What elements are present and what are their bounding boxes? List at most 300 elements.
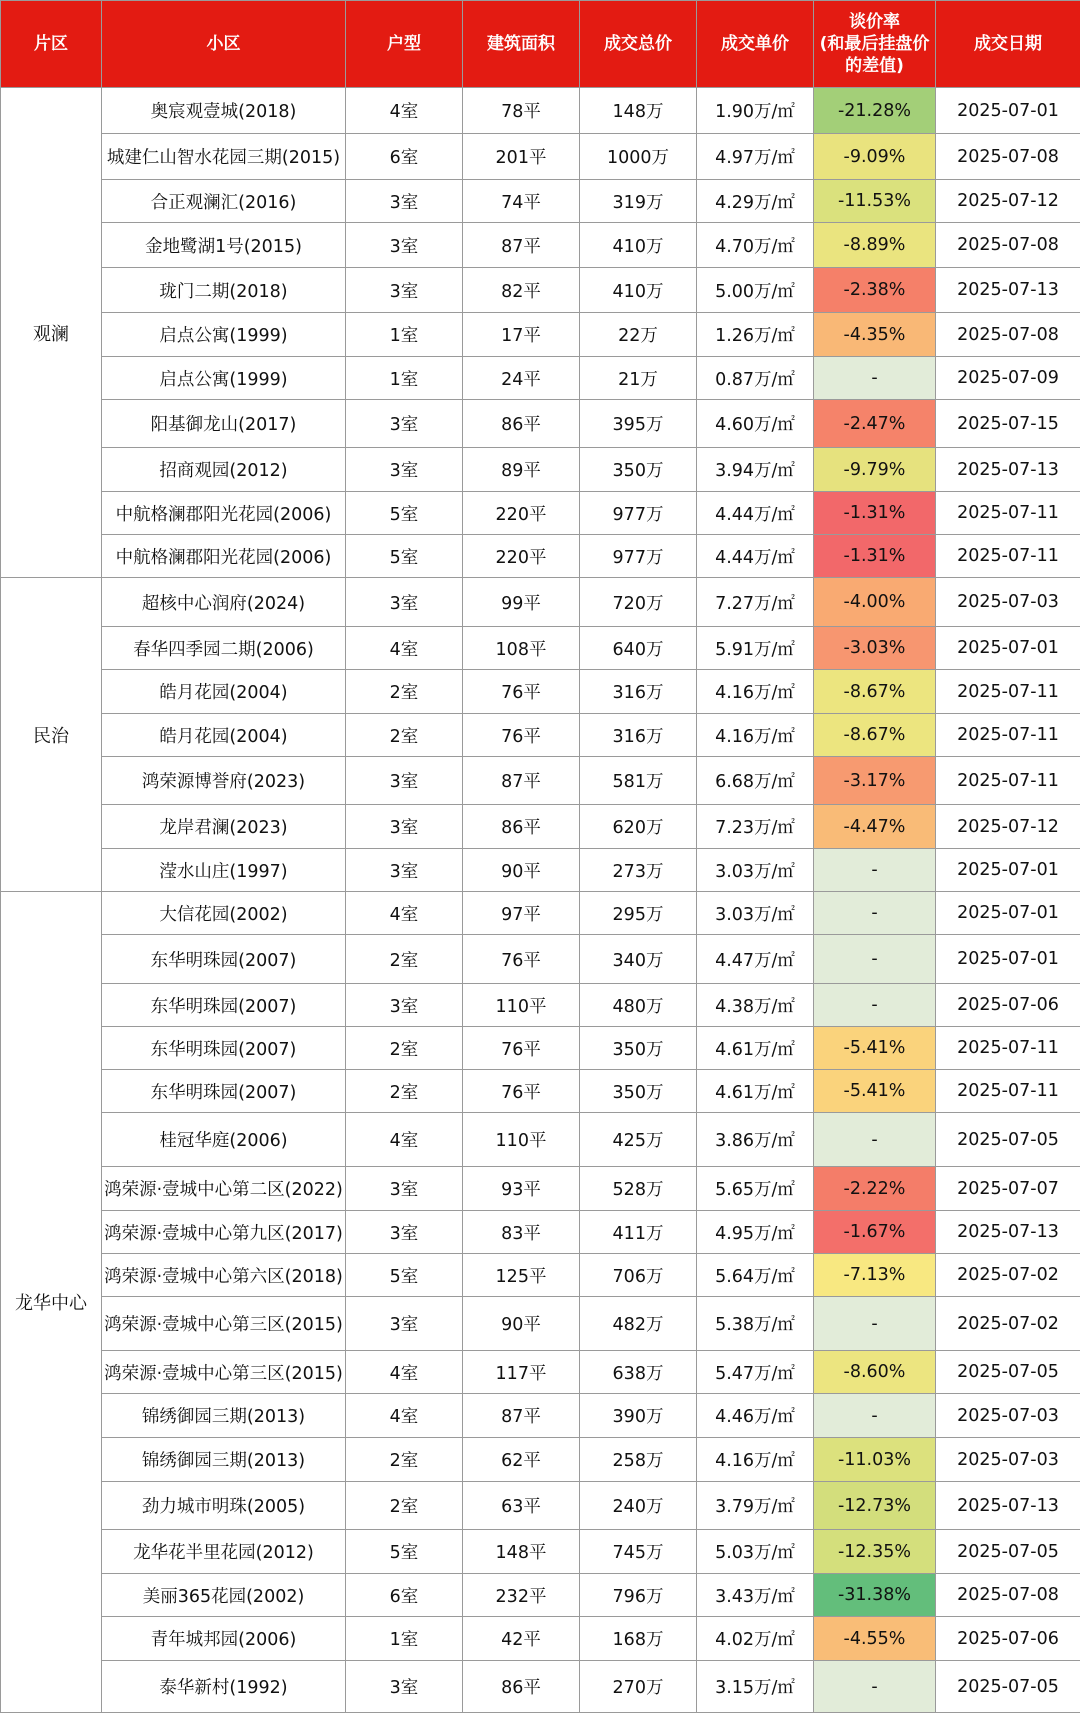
area-cell: 110平 xyxy=(463,1113,580,1167)
community-cell: 启点公寓(1999) xyxy=(102,357,346,400)
area-cell: 87平 xyxy=(463,757,580,805)
area-cell: 76平 xyxy=(463,714,580,757)
date-cell: 2025-07-11 xyxy=(936,1027,1080,1070)
bargain-rate-cell: - xyxy=(814,935,936,984)
layout-cell: 3室 xyxy=(346,268,463,313)
date-cell: 2025-07-06 xyxy=(936,1617,1080,1661)
table-row xyxy=(1,492,1080,535)
header-area: 建筑面积 xyxy=(463,1,580,88)
layout-cell: 1室 xyxy=(346,313,463,357)
area-cell: 220平 xyxy=(463,535,580,578)
area-cell: 108平 xyxy=(463,627,580,670)
bargain-rate-cell: -3.03% xyxy=(814,627,936,670)
table-row xyxy=(1,1113,1080,1167)
area-cell: 24平 xyxy=(463,357,580,400)
community-cell: 劲力城市明珠(2005) xyxy=(102,1482,346,1530)
total-price-cell: 316万 xyxy=(580,670,697,714)
total-price-cell: 148万 xyxy=(580,88,697,134)
header-district: 片区 xyxy=(1,1,102,88)
layout-cell: 2室 xyxy=(346,670,463,714)
area-cell: 93平 xyxy=(463,1167,580,1211)
area-cell: 86平 xyxy=(463,1661,580,1713)
table-row xyxy=(1,670,1080,714)
layout-cell: 4室 xyxy=(346,627,463,670)
table-body xyxy=(1,88,1080,1713)
total-price-cell: 21万 xyxy=(580,357,697,400)
date-cell: 2025-07-11 xyxy=(936,670,1080,714)
community-cell: 皓月花园(2004) xyxy=(102,714,346,757)
total-price-cell: 425万 xyxy=(580,1113,697,1167)
bargain-rate-cell: -2.22% xyxy=(814,1167,936,1211)
table-row xyxy=(1,714,1080,757)
bargain-rate-cell: - xyxy=(814,357,936,400)
table-row xyxy=(1,935,1080,984)
community-cell: 桂冠华庭(2006) xyxy=(102,1113,346,1167)
date-cell: 2025-07-05 xyxy=(936,1661,1080,1713)
area-cell: 232平 xyxy=(463,1574,580,1617)
area-cell: 76平 xyxy=(463,670,580,714)
layout-cell: 3室 xyxy=(346,448,463,492)
unit-price-cell: 5.47万/㎡ xyxy=(697,1351,814,1394)
area-cell: 220平 xyxy=(463,492,580,535)
unit-price-cell: 4.70万/㎡ xyxy=(697,223,814,268)
area-cell: 86平 xyxy=(463,805,580,849)
layout-cell: 4室 xyxy=(346,88,463,134)
community-cell: 龙华花半里花园(2012) xyxy=(102,1530,346,1574)
bargain-rate-cell: -12.73% xyxy=(814,1482,936,1530)
unit-price-cell: 4.44万/㎡ xyxy=(697,492,814,535)
date-cell: 2025-07-13 xyxy=(936,448,1080,492)
layout-cell: 4室 xyxy=(346,892,463,935)
date-cell: 2025-07-12 xyxy=(936,180,1080,223)
table-row xyxy=(1,268,1080,313)
bargain-rate-cell: -31.38% xyxy=(814,1574,936,1617)
unit-price-cell: 1.26万/㎡ xyxy=(697,313,814,357)
table-row xyxy=(1,535,1080,578)
area-cell: 125平 xyxy=(463,1254,580,1297)
date-cell: 2025-07-01 xyxy=(936,935,1080,984)
area-cell: 78平 xyxy=(463,88,580,134)
table-row xyxy=(1,1661,1080,1713)
header-unit-price: 成交单价 xyxy=(697,1,814,88)
table-row xyxy=(1,134,1080,180)
date-cell: 2025-07-09 xyxy=(936,357,1080,400)
date-cell: 2025-07-08 xyxy=(936,313,1080,357)
bargain-rate-cell: -11.53% xyxy=(814,180,936,223)
header-layout: 户型 xyxy=(346,1,463,88)
layout-cell: 3室 xyxy=(346,223,463,268)
district-cell: 龙华中心 xyxy=(1,892,102,1713)
total-price-cell: 258万 xyxy=(580,1438,697,1482)
layout-cell: 3室 xyxy=(346,1167,463,1211)
layout-cell: 3室 xyxy=(346,984,463,1027)
layout-cell: 3室 xyxy=(346,400,463,448)
layout-cell: 5室 xyxy=(346,1254,463,1297)
total-price-cell: 390万 xyxy=(580,1394,697,1438)
area-cell: 76平 xyxy=(463,935,580,984)
table-row xyxy=(1,892,1080,935)
total-price-cell: 270万 xyxy=(580,1661,697,1713)
table-row xyxy=(1,578,1080,627)
area-cell: 86平 xyxy=(463,400,580,448)
unit-price-cell: 4.61万/㎡ xyxy=(697,1027,814,1070)
total-price-cell: 350万 xyxy=(580,448,697,492)
date-cell: 2025-07-13 xyxy=(936,1211,1080,1254)
community-cell: 东华明珠园(2007) xyxy=(102,984,346,1027)
community-cell: 东华明珠园(2007) xyxy=(102,1070,346,1113)
header-total-price: 成交总价 xyxy=(580,1,697,88)
layout-cell: 3室 xyxy=(346,1661,463,1713)
community-cell: 春华四季园二期(2006) xyxy=(102,627,346,670)
total-price-cell: 706万 xyxy=(580,1254,697,1297)
area-cell: 62平 xyxy=(463,1438,580,1482)
total-price-cell: 350万 xyxy=(580,1027,697,1070)
total-price-cell: 1000万 xyxy=(580,134,697,180)
date-cell: 2025-07-03 xyxy=(936,578,1080,627)
table-row xyxy=(1,88,1080,134)
date-cell: 2025-07-01 xyxy=(936,627,1080,670)
layout-cell: 3室 xyxy=(346,180,463,223)
date-cell: 2025-07-02 xyxy=(936,1254,1080,1297)
layout-cell: 3室 xyxy=(346,849,463,892)
unit-price-cell: 3.03万/㎡ xyxy=(697,849,814,892)
total-price-cell: 581万 xyxy=(580,757,697,805)
community-cell: 泰华新村(1992) xyxy=(102,1661,346,1713)
unit-price-cell: 4.44万/㎡ xyxy=(697,535,814,578)
area-cell: 90平 xyxy=(463,1297,580,1351)
total-price-cell: 340万 xyxy=(580,935,697,984)
header-bargain-line2: (和最后挂盘价 xyxy=(819,34,930,54)
unit-price-cell: 4.29万/㎡ xyxy=(697,180,814,223)
date-cell: 2025-07-11 xyxy=(936,757,1080,805)
date-cell: 2025-07-05 xyxy=(936,1530,1080,1574)
community-cell: 中航格澜郡阳光花园(2006) xyxy=(102,492,346,535)
layout-cell: 2室 xyxy=(346,1070,463,1113)
unit-price-cell: 4.95万/㎡ xyxy=(697,1211,814,1254)
area-cell: 99平 xyxy=(463,578,580,627)
unit-price-cell: 3.03万/㎡ xyxy=(697,892,814,935)
date-cell: 2025-07-13 xyxy=(936,1482,1080,1530)
table-row xyxy=(1,849,1080,892)
unit-price-cell: 5.64万/㎡ xyxy=(697,1254,814,1297)
date-cell: 2025-07-08 xyxy=(936,1574,1080,1617)
layout-cell: 3室 xyxy=(346,757,463,805)
unit-price-cell: 0.87万/㎡ xyxy=(697,357,814,400)
date-cell: 2025-07-08 xyxy=(936,223,1080,268)
unit-price-cell: 5.00万/㎡ xyxy=(697,268,814,313)
community-cell: 金地鹭湖1号(2015) xyxy=(102,223,346,268)
bargain-rate-cell: - xyxy=(814,849,936,892)
bargain-rate-cell: -4.47% xyxy=(814,805,936,849)
unit-price-cell: 6.68万/㎡ xyxy=(697,757,814,805)
layout-cell: 2室 xyxy=(346,935,463,984)
bargain-rate-cell: -21.28% xyxy=(814,88,936,134)
unit-price-cell: 7.23万/㎡ xyxy=(697,805,814,849)
date-cell: 2025-07-12 xyxy=(936,805,1080,849)
area-cell: 148平 xyxy=(463,1530,580,1574)
area-cell: 201平 xyxy=(463,134,580,180)
header-bargain-line3: 的差值) xyxy=(845,56,904,76)
community-cell: 锦绣御园三期(2013) xyxy=(102,1438,346,1482)
area-cell: 90平 xyxy=(463,849,580,892)
community-cell: 东华明珠园(2007) xyxy=(102,935,346,984)
table-row xyxy=(1,1027,1080,1070)
date-cell: 2025-07-07 xyxy=(936,1167,1080,1211)
unit-price-cell: 7.27万/㎡ xyxy=(697,578,814,627)
layout-cell: 1室 xyxy=(346,1617,463,1661)
date-cell: 2025-07-02 xyxy=(936,1297,1080,1351)
total-price-cell: 316万 xyxy=(580,714,697,757)
bargain-rate-cell: - xyxy=(814,1661,936,1713)
community-cell: 美丽365花园(2002) xyxy=(102,1574,346,1617)
bargain-rate-cell: - xyxy=(814,1113,936,1167)
unit-price-cell: 5.91万/㎡ xyxy=(697,627,814,670)
community-cell: 鸿荣源·壹城中心第九区(2017) xyxy=(102,1211,346,1254)
bargain-rate-cell: -9.09% xyxy=(814,134,936,180)
layout-cell: 3室 xyxy=(346,1297,463,1351)
district-cell: 民治 xyxy=(1,578,102,892)
total-price-cell: 977万 xyxy=(580,492,697,535)
header-community: 小区 xyxy=(102,1,346,88)
bargain-rate-cell: - xyxy=(814,892,936,935)
area-cell: 76平 xyxy=(463,1070,580,1113)
community-cell: 锦绣御园三期(2013) xyxy=(102,1394,346,1438)
table-row xyxy=(1,1211,1080,1254)
area-cell: 87平 xyxy=(463,1394,580,1438)
community-cell: 滢水山庄(1997) xyxy=(102,849,346,892)
total-price-cell: 22万 xyxy=(580,313,697,357)
layout-cell: 3室 xyxy=(346,578,463,627)
table-row xyxy=(1,1617,1080,1661)
total-price-cell: 482万 xyxy=(580,1297,697,1351)
layout-cell: 6室 xyxy=(346,1574,463,1617)
unit-price-cell: 4.16万/㎡ xyxy=(697,1438,814,1482)
area-cell: 110平 xyxy=(463,984,580,1027)
bargain-rate-cell: -3.17% xyxy=(814,757,936,805)
unit-price-cell: 4.16万/㎡ xyxy=(697,714,814,757)
bargain-rate-cell: -5.41% xyxy=(814,1027,936,1070)
total-price-cell: 273万 xyxy=(580,849,697,892)
community-cell: 大信花园(2002) xyxy=(102,892,346,935)
unit-price-cell: 5.03万/㎡ xyxy=(697,1530,814,1574)
layout-cell: 2室 xyxy=(346,1438,463,1482)
layout-cell: 5室 xyxy=(346,1530,463,1574)
total-price-cell: 168万 xyxy=(580,1617,697,1661)
total-price-cell: 796万 xyxy=(580,1574,697,1617)
total-price-cell: 410万 xyxy=(580,268,697,313)
table-row xyxy=(1,1530,1080,1574)
unit-price-cell: 4.38万/㎡ xyxy=(697,984,814,1027)
community-cell: 鸿荣源博誉府(2023) xyxy=(102,757,346,805)
table-row xyxy=(1,223,1080,268)
bargain-rate-cell: -2.47% xyxy=(814,400,936,448)
table-row xyxy=(1,1394,1080,1438)
date-cell: 2025-07-05 xyxy=(936,1113,1080,1167)
date-cell: 2025-07-11 xyxy=(936,492,1080,535)
total-price-cell: 528万 xyxy=(580,1167,697,1211)
table-row xyxy=(1,313,1080,357)
community-cell: 珑门二期(2018) xyxy=(102,268,346,313)
area-cell: 76平 xyxy=(463,1027,580,1070)
bargain-rate-cell: -11.03% xyxy=(814,1438,936,1482)
total-price-cell: 480万 xyxy=(580,984,697,1027)
bargain-rate-cell: -7.13% xyxy=(814,1254,936,1297)
bargain-rate-cell: -4.00% xyxy=(814,578,936,627)
community-cell: 启点公寓(1999) xyxy=(102,313,346,357)
unit-price-cell: 3.94万/㎡ xyxy=(697,448,814,492)
date-cell: 2025-07-11 xyxy=(936,535,1080,578)
date-cell: 2025-07-01 xyxy=(936,892,1080,935)
unit-price-cell: 3.86万/㎡ xyxy=(697,1113,814,1167)
bargain-rate-cell: -4.35% xyxy=(814,313,936,357)
header-bargain-rate xyxy=(814,1,936,88)
table-row xyxy=(1,180,1080,223)
total-price-cell: 977万 xyxy=(580,535,697,578)
date-cell: 2025-07-13 xyxy=(936,268,1080,313)
date-cell: 2025-07-11 xyxy=(936,1070,1080,1113)
area-cell: 63平 xyxy=(463,1482,580,1530)
community-cell: 招商观园(2012) xyxy=(102,448,346,492)
layout-cell: 3室 xyxy=(346,805,463,849)
table-row xyxy=(1,400,1080,448)
layout-cell: 4室 xyxy=(346,1113,463,1167)
table-row xyxy=(1,1254,1080,1297)
date-cell: 2025-07-01 xyxy=(936,88,1080,134)
total-price-cell: 638万 xyxy=(580,1351,697,1394)
unit-price-cell: 4.61万/㎡ xyxy=(697,1070,814,1113)
layout-cell: 2室 xyxy=(346,1482,463,1530)
bargain-rate-cell: -8.60% xyxy=(814,1351,936,1394)
community-cell: 合正观澜汇(2016) xyxy=(102,180,346,223)
table-row xyxy=(1,984,1080,1027)
unit-price-cell: 3.79万/㎡ xyxy=(697,1482,814,1530)
header-bargain-line1: 谈价率 xyxy=(849,12,900,32)
layout-cell: 5室 xyxy=(346,492,463,535)
total-price-cell: 350万 xyxy=(580,1070,697,1113)
total-price-cell: 410万 xyxy=(580,223,697,268)
total-price-cell: 720万 xyxy=(580,578,697,627)
layout-cell: 4室 xyxy=(346,1394,463,1438)
unit-price-cell: 4.46万/㎡ xyxy=(697,1394,814,1438)
header-date: 成交日期 xyxy=(936,1,1080,88)
community-cell: 鸿荣源·壹城中心第二区(2022) xyxy=(102,1167,346,1211)
bargain-rate-cell: -1.31% xyxy=(814,492,936,535)
community-cell: 皓月花园(2004) xyxy=(102,670,346,714)
community-cell: 鸿荣源·壹城中心第六区(2018) xyxy=(102,1254,346,1297)
community-cell: 超核中心润府(2024) xyxy=(102,578,346,627)
district-cell: 观澜 xyxy=(1,88,102,578)
area-cell: 17平 xyxy=(463,313,580,357)
bargain-rate-cell: -1.67% xyxy=(814,1211,936,1254)
layout-cell: 6室 xyxy=(346,134,463,180)
date-cell: 2025-07-05 xyxy=(936,1351,1080,1394)
bargain-rate-cell: -1.31% xyxy=(814,535,936,578)
layout-cell: 4室 xyxy=(346,1351,463,1394)
header-row xyxy=(1,1,1080,88)
community-cell: 龙岸君澜(2023) xyxy=(102,805,346,849)
table-row xyxy=(1,1574,1080,1617)
bargain-rate-cell: - xyxy=(814,1394,936,1438)
bargain-rate-cell: -4.55% xyxy=(814,1617,936,1661)
bargain-rate-cell: - xyxy=(814,1297,936,1351)
table-row xyxy=(1,1297,1080,1351)
table-row xyxy=(1,357,1080,400)
unit-price-cell: 1.90万/㎡ xyxy=(697,88,814,134)
area-cell: 83平 xyxy=(463,1211,580,1254)
unit-price-cell: 3.43万/㎡ xyxy=(697,1574,814,1617)
bargain-rate-cell: -5.41% xyxy=(814,1070,936,1113)
community-cell: 奥宸观壹城(2018) xyxy=(102,88,346,134)
layout-cell: 2室 xyxy=(346,1027,463,1070)
bargain-rate-cell: -12.35% xyxy=(814,1530,936,1574)
bargain-rate-cell: -2.38% xyxy=(814,268,936,313)
unit-price-cell: 5.65万/㎡ xyxy=(697,1167,814,1211)
area-cell: 87平 xyxy=(463,223,580,268)
unit-price-cell: 4.02万/㎡ xyxy=(697,1617,814,1661)
total-price-cell: 640万 xyxy=(580,627,697,670)
table-row xyxy=(1,448,1080,492)
area-cell: 117平 xyxy=(463,1351,580,1394)
bargain-rate-cell: -8.67% xyxy=(814,714,936,757)
area-cell: 42平 xyxy=(463,1617,580,1661)
total-price-cell: 240万 xyxy=(580,1482,697,1530)
table-row xyxy=(1,1482,1080,1530)
table-row xyxy=(1,1070,1080,1113)
table-row xyxy=(1,1167,1080,1211)
unit-price-cell: 4.16万/㎡ xyxy=(697,670,814,714)
unit-price-cell: 3.15万/㎡ xyxy=(697,1661,814,1713)
date-cell: 2025-07-03 xyxy=(936,1394,1080,1438)
bargain-rate-cell: -8.89% xyxy=(814,223,936,268)
unit-price-cell: 4.47万/㎡ xyxy=(697,935,814,984)
community-cell: 阳基御龙山(2017) xyxy=(102,400,346,448)
layout-cell: 2室 xyxy=(346,714,463,757)
bargain-rate-cell: - xyxy=(814,984,936,1027)
total-price-cell: 319万 xyxy=(580,180,697,223)
date-cell: 2025-07-03 xyxy=(936,1438,1080,1482)
community-cell: 鸿荣源·壹城中心第三区(2015) xyxy=(102,1351,346,1394)
layout-cell: 1室 xyxy=(346,357,463,400)
area-cell: 97平 xyxy=(463,892,580,935)
bargain-rate-cell: -8.67% xyxy=(814,670,936,714)
layout-cell: 5室 xyxy=(346,535,463,578)
area-cell: 74平 xyxy=(463,180,580,223)
community-cell: 城建仁山智水花园三期(2015) xyxy=(102,134,346,180)
community-cell: 东华明珠园(2007) xyxy=(102,1027,346,1070)
table-row xyxy=(1,1438,1080,1482)
unit-price-cell: 4.60万/㎡ xyxy=(697,400,814,448)
date-cell: 2025-07-06 xyxy=(936,984,1080,1027)
date-cell: 2025-07-15 xyxy=(936,400,1080,448)
unit-price-cell: 5.38万/㎡ xyxy=(697,1297,814,1351)
total-price-cell: 411万 xyxy=(580,1211,697,1254)
total-price-cell: 395万 xyxy=(580,400,697,448)
community-cell: 中航格澜郡阳光花园(2006) xyxy=(102,535,346,578)
date-cell: 2025-07-08 xyxy=(936,134,1080,180)
area-cell: 89平 xyxy=(463,448,580,492)
table-row xyxy=(1,627,1080,670)
total-price-cell: 620万 xyxy=(580,805,697,849)
date-cell: 2025-07-11 xyxy=(936,714,1080,757)
area-cell: 82平 xyxy=(463,268,580,313)
table-row xyxy=(1,1351,1080,1394)
layout-cell: 3室 xyxy=(346,1211,463,1254)
date-cell: 2025-07-01 xyxy=(936,849,1080,892)
table-row xyxy=(1,757,1080,805)
community-cell: 鸿荣源·壹城中心第三区(2015) xyxy=(102,1297,346,1351)
bargain-rate-cell: -9.79% xyxy=(814,448,936,492)
total-price-cell: 295万 xyxy=(580,892,697,935)
